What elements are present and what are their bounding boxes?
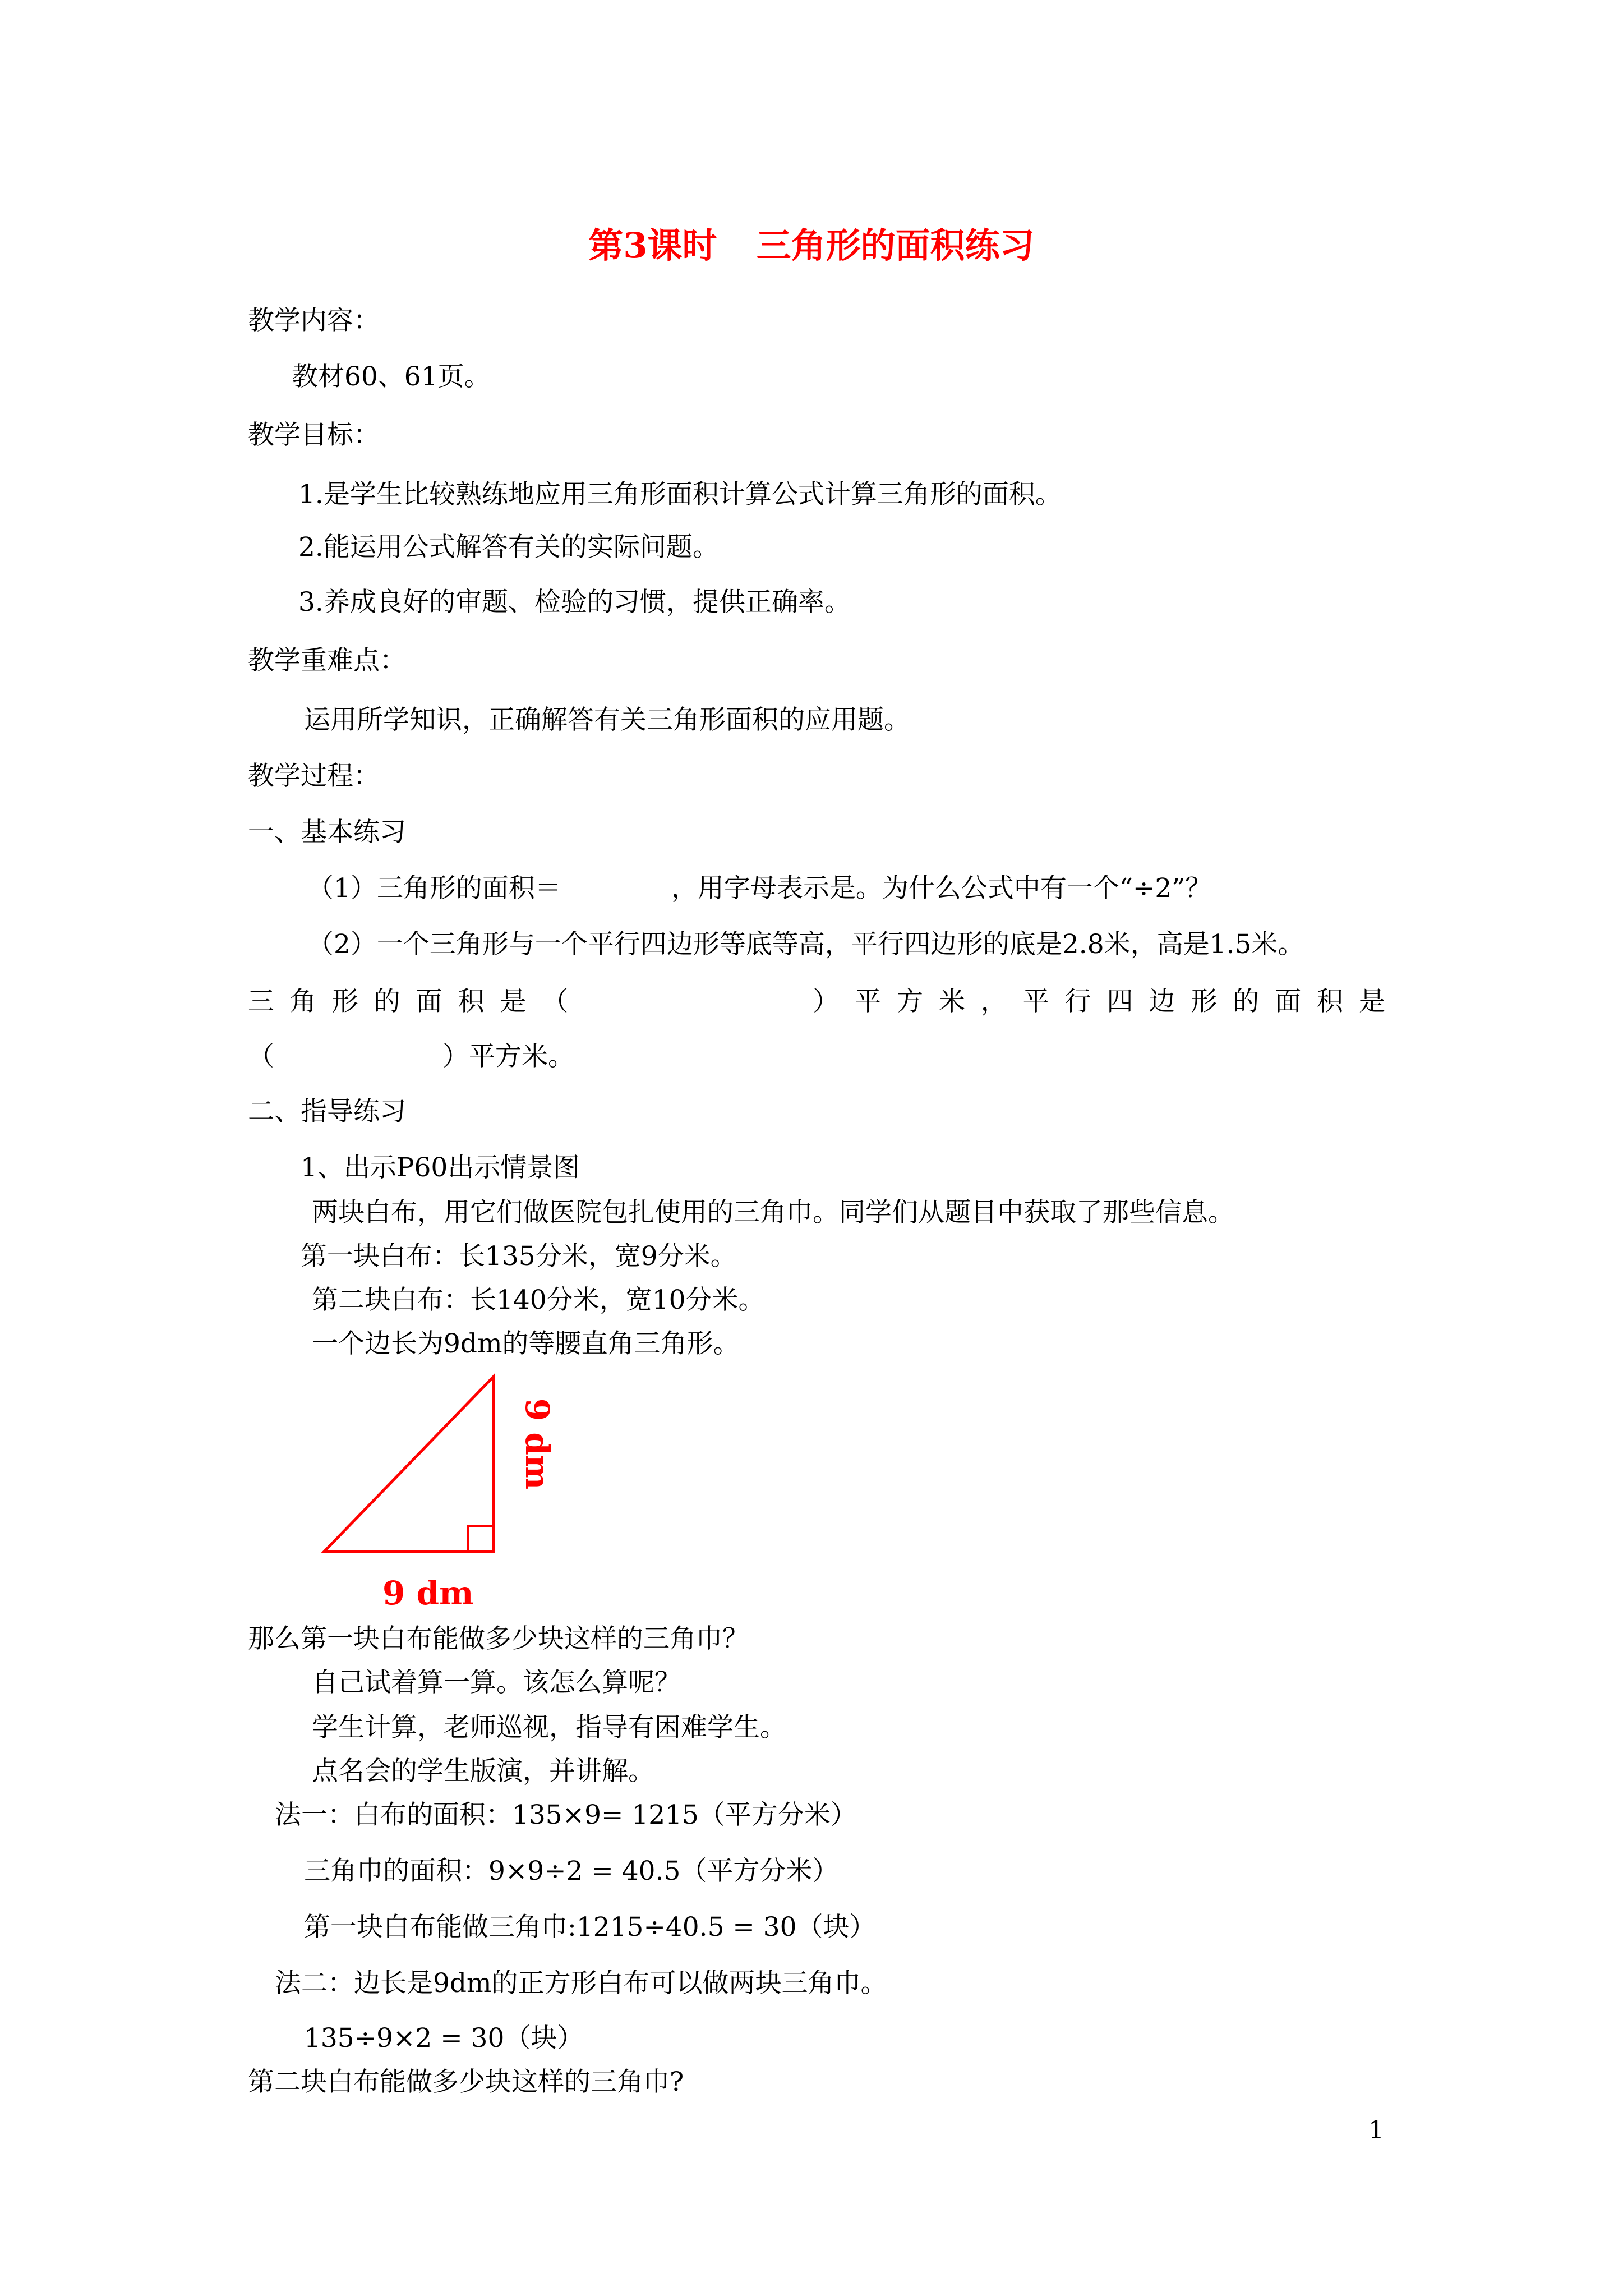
content-text: 教材60、61页。	[292, 361, 491, 392]
section2-heading: 二、指导练习	[248, 1096, 406, 1127]
height-label: 9 dm	[518, 1398, 556, 1490]
present-text: 点名会的学生版演，并讲解。	[312, 1756, 654, 1787]
try-text: 自己试着算一算。该怎么算呢？	[312, 1667, 681, 1698]
cloth-2-info: 第二块白布：长140分米，宽10分米。	[312, 1285, 765, 1315]
goal-item: 1.是学生比较熟练地应用三角形面积计算公式计算三角形的面积。	[298, 479, 1062, 510]
base-label: 9 dm	[382, 1574, 474, 1612]
lesson-topic: 三角形的面积练习	[756, 225, 1035, 266]
goal-item: 3.养成良好的审题、检验的习惯，提供正确率。	[298, 587, 851, 618]
cloth-1-info: 第一块白布：长135分米，宽9分米。	[301, 1241, 737, 1272]
intro-text: 两块白布，用它们做医院包扎使用的三角巾。同学们从题目中获取了那些信息。	[312, 1197, 1234, 1228]
question-2-line-3: （ ）平方米。	[248, 1041, 574, 1072]
lesson-number: 第3课时	[588, 225, 717, 266]
page-number: 1	[1368, 2116, 1384, 2145]
method-1-step-2: 三角巾的面积：9×9÷2 = 40.5（平方分米）	[304, 1856, 839, 1887]
students-text: 学生计算，老师巡视，指导有困难学生。	[312, 1712, 786, 1743]
triangle-description: 一个边长为9dm的等腰直角三角形。	[312, 1328, 740, 1359]
question-1: （1）三角形的面积＝ ，用字母表示是。为什么公式中有一个“÷2”？	[307, 873, 1212, 904]
question-2: （2）一个三角形与一个平行四边形等底等高，平行四边形的底是2.8米，高是1.5米。	[307, 929, 1304, 960]
right-angle-marker	[468, 1526, 494, 1552]
goals-heading: 教学目标：	[248, 420, 380, 450]
method-2-step-2: 135÷9×2 = 30（块）	[304, 2023, 584, 2054]
question-1-text: 那么第一块白布能做多少块这样的三角巾？	[248, 1623, 749, 1654]
process-heading: 教学过程：	[248, 761, 380, 792]
content-heading: 教学内容：	[248, 305, 380, 336]
question-2-text: 第二块白布能做多少块这样的三角巾?	[248, 2067, 684, 2097]
goal-item: 2.能运用公式解答有关的实际问题。	[298, 532, 719, 563]
method-1-step-1: 法一：白布的面积：135×9= 1215（平方分米）	[275, 1800, 857, 1830]
question-2-line-2: 三 角 形 的 面 积 是 （ ） 平 方 米 ， 平 行 四 边 形 的 面 积 是	[248, 985, 1385, 1019]
item-1: 1、出示P60出示情景图	[301, 1152, 580, 1183]
key-heading: 教学重难点：	[248, 645, 406, 676]
key-text: 运用所学知识，正确解答有关三角形面积的应用题。	[304, 705, 910, 735]
method-1-step-3: 第一块白布能做三角巾:1215÷40.5 = 30（块）	[304, 1912, 876, 1943]
method-2-step-1: 法二：边长是9dm的正方形白布可以做两块三角巾。	[275, 1968, 887, 1999]
section1-heading: 一、基本练习	[248, 817, 406, 848]
